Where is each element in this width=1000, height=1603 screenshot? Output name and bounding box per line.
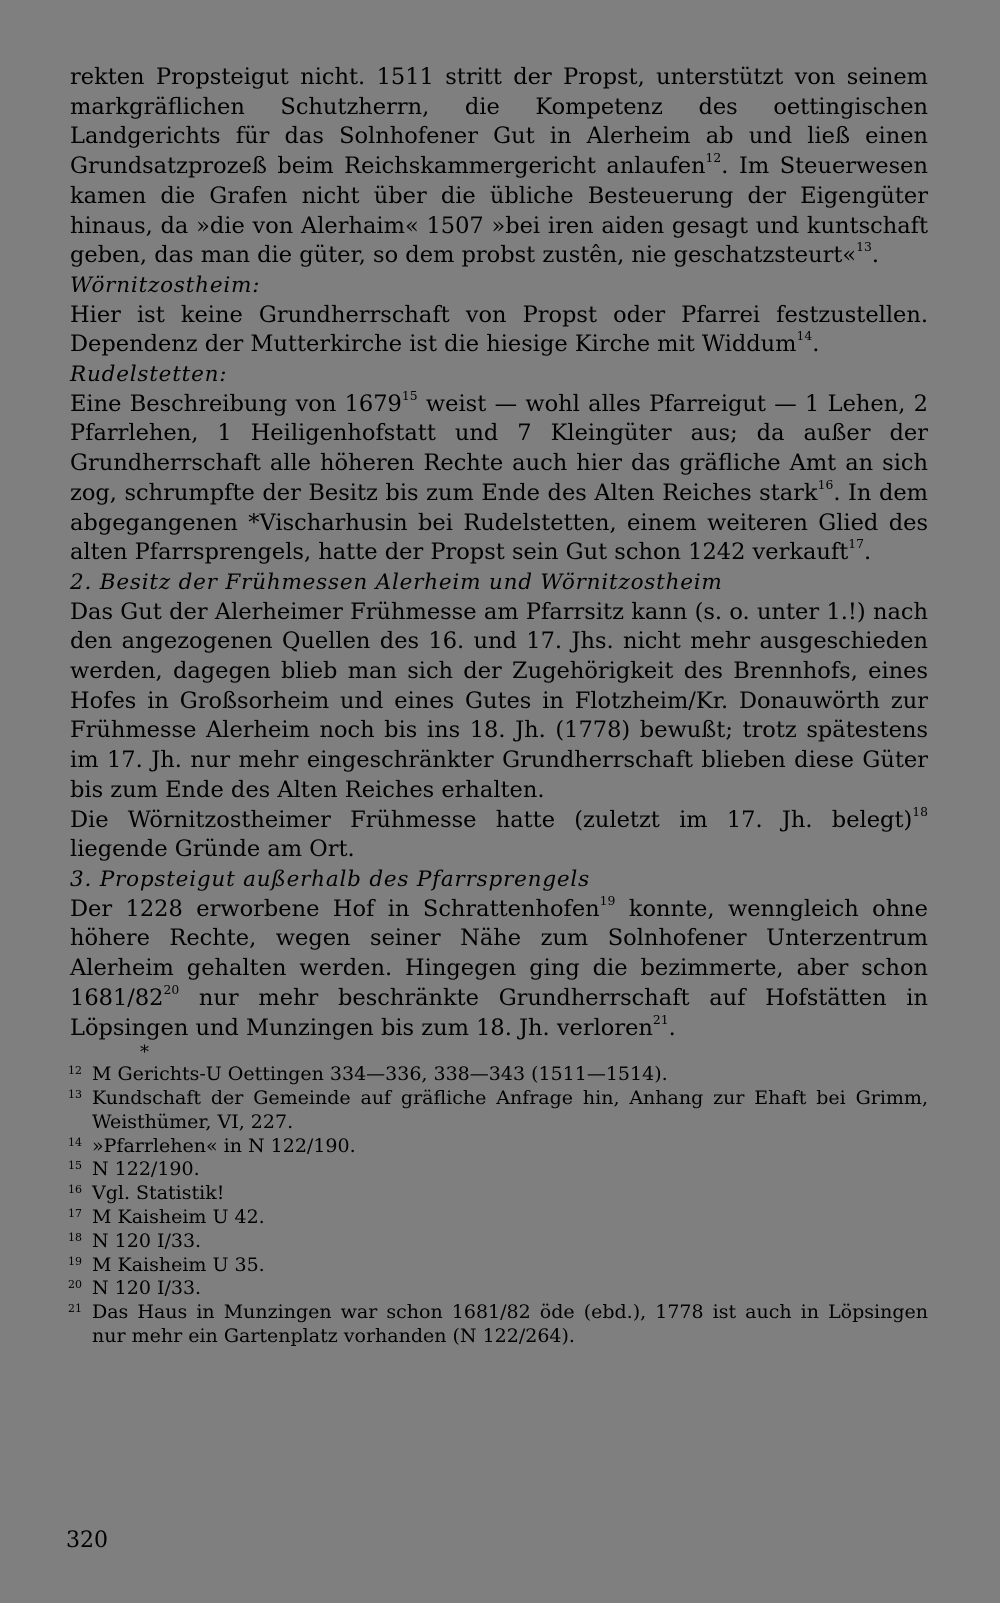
footnote: 21 Das Haus in Munzingen war schon 1681/82 öde (ebd.), 1778 ist auch in Löpsingen nur mehr ein Gartenplatz vorhanden (N 122/264).	[68, 1301, 928, 1347]
footnote: 18 N 120 I/33.	[68, 1229, 202, 1252]
paragraph-woernitzostheim: Hier ist keine Grundherrschaft von Propst oder Pfarrei festzustellen. Dependenz der Mutterkirche ist die hiesige Kirche mit Widdum$^{14}$.	[70, 301, 928, 358]
section-heading-2: 2. Besitz der Frühmessen Alerheim und Wörnitzostheim	[70, 569, 723, 595]
footnotes	[70, 1063, 928, 1349]
footnote: 17 M Kaisheim U 42.	[68, 1205, 265, 1228]
footnote-ref: 19	[599, 893, 616, 908]
footnote-ref: 17	[848, 537, 864, 552]
footnote: 13 Kundschaft der Gemeinde auf gräfliche Anfrage hin, Anhang zur Ehaft bei Grimm, Weisthümer, VI, 227.	[68, 1087, 928, 1133]
footnote-ref: 16	[817, 477, 834, 492]
page-number: 320	[66, 1528, 108, 1553]
heading-woernitzostheim: Wörnitzostheim:	[70, 272, 261, 298]
section-heading-3: 3. Propsteigut außerhalb des Pfarrsprengels	[70, 866, 590, 892]
paragraph-fruehmesse-woernitzostheim: Die Wörnitzostheimer Frühmesse hatte (zuletzt im 17. Jh. belegt)$^{18}$ liegende Gründe am Ort.	[70, 804, 928, 863]
footnote: 12 M Gerichts-U Oettingen 334—336, 338—343 (1511—1514).	[68, 1063, 668, 1086]
paragraph-fruehmesse-alerheim: Das Gut der Alerheimer Frühmesse am Pfarrsitz kann (s. o. unter 1.!) nach den angezogenen Quellen des 16. und 17. Jhs. nicht mehr ausgeschieden werden, dagegen blieb man sich der Zugehörigkeit des Brennhofs, eines Hofes in Großsorheim und eines Gutes in Flotzheim/Kr. Donauwörth zur Frühmesse Alerheim noch bis ins 18. Jh. (1778) bewußt; trotz spätestens im 17. Jh. nur mehr eingeschränkter Grundherrschaft blieben diese Güter bis zum Ende des Alten Reiches erhalten.	[70, 598, 928, 803]
heading-rudelstetten: Rudelstetten:	[70, 362, 228, 388]
footnote: 14 »Pfarrlehen« in N 122/190.	[68, 1134, 356, 1157]
main-text	[70, 63, 928, 1349]
footnote: 20 N 120 I/33.	[68, 1277, 202, 1300]
footnote-ref: 21	[652, 1012, 669, 1027]
section-divider-asterisk: *	[140, 1042, 149, 1064]
paragraph-alerheim: rekten Propsteigut nicht. 1511 stritt der Propst, unterstützt von seinem markgräflichen Schutzherrn, die Kompetenz des oettingischen Landgerichts für das Solnhofener Gut in Alerheim ab und ließ einen Grundsatzprozeß beim Reichskammergericht anlaufen$^{12}$. Im Steuerwesen kamen die Grafen nicht über die übliche Besteuerung der Eigengüter hinaus, da »die von Alerhaim« 1507 »bei iren aiden gesagt und kuntschaft geben, das man die güter, so dem probst zustên, nie geschatzsteurt«$^{13}$.	[70, 64, 928, 269]
footnote-ref: 18	[912, 804, 928, 819]
footnote-ref: 14	[796, 329, 813, 344]
paragraph-propsteigut-ausserhalb: Der 1228 erworbene Hof in Schrattenhofen$^{19}$ konnte, wenngleich ohne höhere Rechte, wegen seiner Nähe zum Solnhofener Unterzentrum Alerheim gehalten werden. Hingegen ging die bezimmerte, aber schon $1681/82^{20}$ nur mehr beschränkte Grundherrschaft auf Hofstätten in Löpsingen und Munzingen bis zum 18. Jh. verloren$^{21}$.	[70, 893, 928, 1041]
footnote-ref: 15	[401, 388, 418, 403]
footnote-ref: 20	[163, 982, 180, 997]
footnote-ref: 12	[705, 150, 722, 165]
footnote-ref: 13	[856, 240, 872, 255]
footnote: 19 M Kaisheim U 35.	[68, 1253, 265, 1276]
footnote: 16 Vgl. Statistik!	[68, 1182, 225, 1205]
paragraph-rudelstetten: Eine Beschreibung von 1679$^{15}$ weist — wohl alles Pfarreigut — 1 Lehen, 2 Pfarrlehen, 1 Heiligenhofstatt und 7 Kleingüter aus; da außer der Grundherrschaft alle höheren Rechte auch hier das gräfliche Amt an sich zog, schrumpfte der Besitz bis zum Ende des Alten Reiches stark$^{16}$. In dem abgegangenen *Vischarhusin bei Rudelstetten, einem weiteren Glied des alten Pfarrsprengels, hatte der Propst sein Gut schon 1242 verkauft$^{17}$.	[70, 388, 929, 566]
footnote: 15 N 122/190.	[68, 1158, 200, 1181]
